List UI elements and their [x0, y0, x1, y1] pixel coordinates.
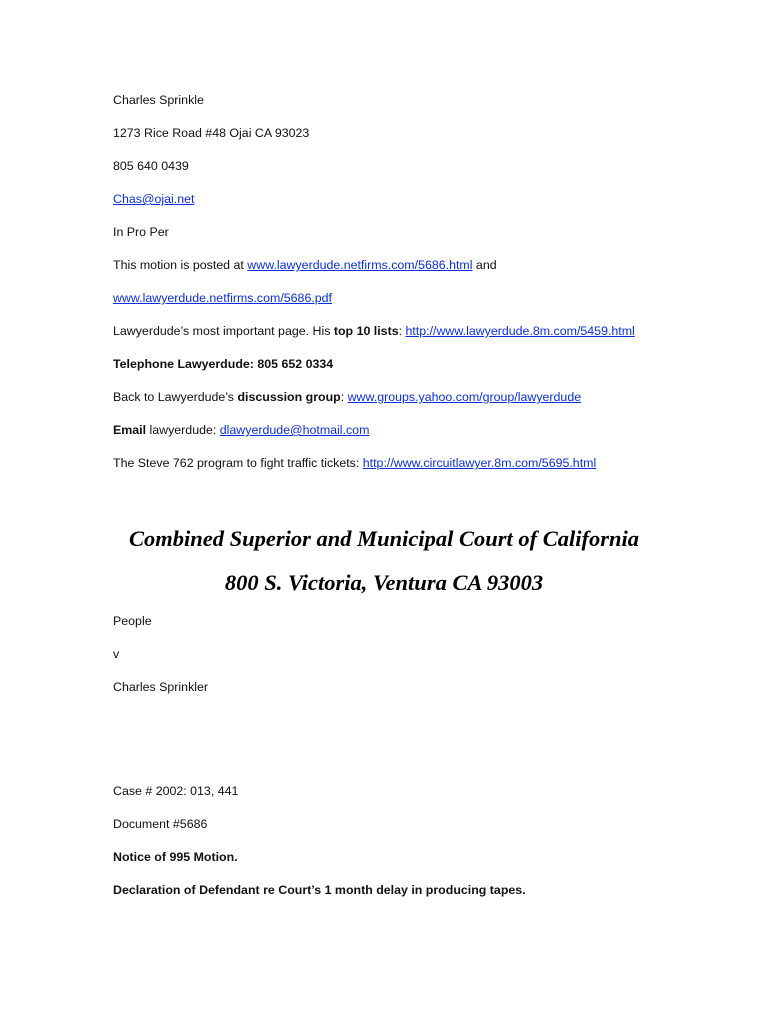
- discussion-prefix: Back to Lawyerdude’s: [113, 390, 238, 404]
- court-title: Combined Superior and Municipal Court of California: [128, 526, 640, 551]
- important-prefix: Lawyerdude’s most important page. His: [113, 324, 334, 338]
- author-phone: 805 640 0439: [113, 159, 189, 173]
- discussion-line: [113, 389, 581, 405]
- posted-html-link[interactable]: www.lawyerdude.netfirms.com/5686.html: [247, 258, 473, 272]
- discussion-group-link[interactable]: www.groups.yahoo.com/group/lawyerdude: [347, 390, 582, 404]
- important-colon: :: [398, 324, 406, 338]
- top-10-lists-link[interactable]: http://www.lawyerdude.8m.com/5459.html: [405, 324, 635, 338]
- caption-versus: v: [113, 647, 120, 661]
- important-page-line: [113, 323, 635, 339]
- telephone-line: Telephone Lawyerdude: 805 652 0334: [113, 357, 334, 371]
- notice-title: Notice of 995 Motion.: [113, 850, 238, 864]
- declaration-title: Declaration of Defendant re Court’s 1 month delay in producing tapes.: [113, 883, 526, 897]
- steve-prefix: The Steve 762 program to fight traffic tickets:: [113, 456, 363, 470]
- top-10-lists-label: top 10 lists: [333, 324, 399, 338]
- author-name: Charles Sprinkle: [113, 93, 204, 107]
- in-pro-per: In Pro Per: [113, 225, 169, 239]
- author-email-link[interactable]: Chas@ojai.net: [113, 192, 195, 206]
- lawyerdude-email-link[interactable]: dlawyerdude@hotmail.com: [219, 423, 370, 437]
- posted-and: and: [472, 258, 497, 272]
- discussion-colon: :: [340, 390, 348, 404]
- email-label: Email: [113, 423, 147, 437]
- steve-program-line: [113, 455, 596, 471]
- steve-program-link[interactable]: http://www.circuitlawyer.8m.com/5695.html: [362, 456, 597, 470]
- discussion-group-label: discussion group: [237, 390, 341, 404]
- case-number: Case # 2002: 013, 441: [113, 784, 239, 798]
- author-email-line: [113, 191, 194, 207]
- posted-prefix: This motion is posted at: [113, 258, 248, 272]
- posted-pdf-link[interactable]: www.lawyerdude.netfirms.com/5686.pdf: [113, 291, 333, 305]
- email-text: lawyerdude:: [146, 423, 220, 437]
- document-number: Document #5686: [113, 817, 208, 831]
- posted-pdf-line: [113, 290, 332, 306]
- caption-plaintiff: People: [113, 614, 152, 628]
- court-address: 800 S. Victoria, Ventura CA 93003: [224, 570, 544, 595]
- posted-line: [113, 257, 497, 273]
- email-line: [113, 422, 369, 438]
- caption-defendant: Charles Sprinkler: [113, 680, 209, 694]
- author-address: 1273 Rice Road #48 Ojai CA 93023: [113, 126, 310, 140]
